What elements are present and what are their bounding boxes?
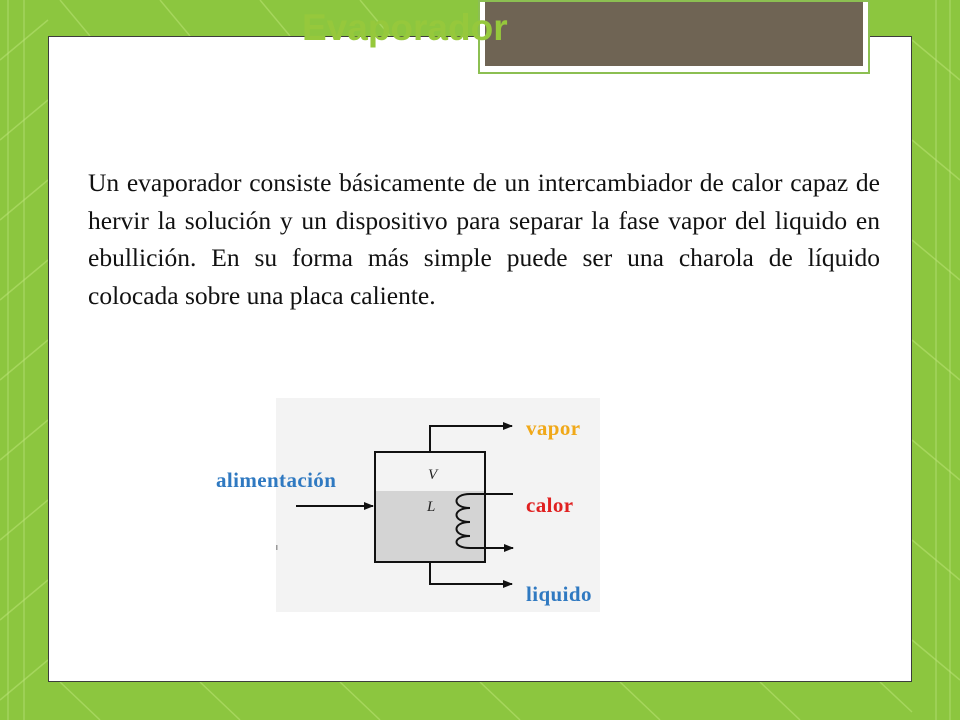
feed-label: alimentación <box>216 468 337 492</box>
liquid-phase-symbol: L <box>427 499 436 515</box>
tick-mark <box>276 545 278 550</box>
liquid-label: liquido <box>526 582 592 606</box>
vapor-phase-symbol: V <box>428 467 438 483</box>
body-paragraph: Un evaporador consiste básicamente de un intercambiador de calor capaz de hervir la solución y un dispositivo para separar la fase vapor del liquido en ebullición. En su forma más simple puede ser una charola de líquido colocada sobre una placa caliente. <box>88 168 880 310</box>
liquid-outlet-arrow <box>430 562 512 584</box>
heat-label: calor <box>526 493 574 517</box>
slide-title: Evaporador <box>302 7 508 48</box>
vapor-outlet-arrow <box>430 426 512 452</box>
vapor-label: vapor <box>526 416 581 440</box>
